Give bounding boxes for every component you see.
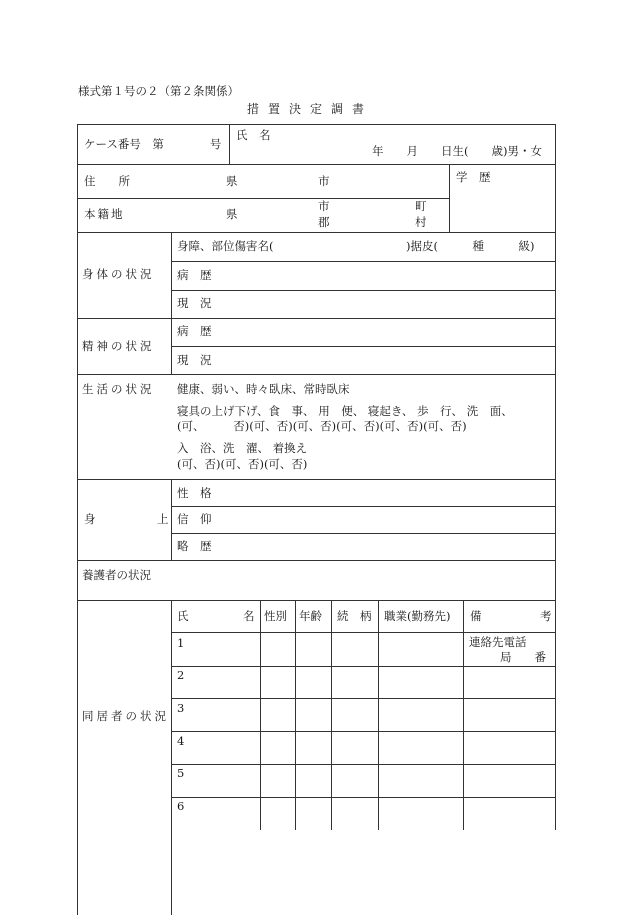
col-header-name-left: 氏 — [177, 609, 189, 623]
domicile-city: 市 — [318, 199, 330, 213]
faith-label: 信 仰 — [177, 512, 212, 526]
living-adl-line: 寝具の上げ下げ、食 事、 用 便、 寝起き、 歩 行、 洗 面、 — [177, 404, 513, 418]
table-row-number: 3 — [177, 701, 185, 715]
contact-phone-label: 連絡先電話 — [469, 635, 527, 649]
residence-prefecture: 県 — [226, 174, 238, 188]
form-number-label: 様式第１号の２（第２条関係） — [78, 84, 239, 98]
col-header-age: 年齢 — [299, 609, 322, 623]
col-header-remarks-right: 考 — [540, 609, 552, 623]
living-bath-line: 入 浴、洗 濯、 着換え — [177, 441, 308, 455]
birth-date-line: 年 月 日生( 歳)男・女 — [372, 144, 542, 158]
disability-line: 身障、部位傷害名( — [177, 239, 274, 253]
col-header-remarks-left: 備 — [470, 609, 482, 623]
education-label: 学 歴 — [456, 170, 491, 184]
mental-current-label: 現 況 — [177, 353, 212, 367]
table-row-number: 2 — [177, 668, 185, 682]
table-row-number: 5 — [177, 766, 185, 780]
living-adl-options: (可、 否)(可、否)(可、否)(可、否)(可、否)(可、否) — [177, 419, 467, 433]
domicile-village: 村 — [415, 215, 427, 229]
living-health-line: 健康、弱い、時々臥床、常時臥床 — [177, 382, 350, 396]
col-header-sex: 性別 — [264, 609, 287, 623]
table-row-number: 6 — [177, 799, 185, 813]
personal-history-label: 略 歴 — [177, 539, 212, 553]
domicile-label: 本籍地 — [84, 207, 125, 221]
physical-condition-label: 身体の状況 — [82, 267, 155, 281]
personality-label: 性 格 — [177, 486, 212, 500]
mental-history-label: 病 歴 — [177, 324, 212, 338]
living-condition-label: 生活の状況 — [82, 382, 155, 396]
residence-label: 住 所 — [84, 174, 130, 188]
col-header-relation: 続 柄 — [337, 609, 372, 623]
table-row-number: 4 — [177, 734, 185, 748]
personal-label-right: 上 — [157, 512, 169, 526]
name-label: 氏 名 — [236, 128, 271, 142]
domicile-town: 町 — [415, 199, 427, 213]
col-header-name-right: 名 — [243, 609, 255, 623]
col-header-occupation: 職業(勤務先) — [384, 609, 451, 623]
physical-history-label: 病 歴 — [177, 268, 212, 282]
personal-label-left: 身 — [84, 512, 96, 526]
residence-city: 市 — [318, 174, 330, 188]
table-row-number: 1 — [177, 636, 185, 650]
document-title: 措置決定調書 — [247, 102, 374, 116]
living-bath-options: (可、否)(可、否)(可、否) — [177, 457, 308, 471]
domicile-gun: 郡 — [318, 215, 330, 229]
domicile-prefecture: 県 — [226, 207, 238, 221]
contact-phone-exchange: 局 番 — [500, 650, 546, 664]
cohabitants-label: 同居者の状況 — [82, 709, 169, 723]
disability-grade-line: )据皮( 種 級) — [406, 239, 535, 253]
physical-current-label: 現 況 — [177, 296, 212, 310]
mental-condition-label: 精神の状況 — [82, 339, 155, 353]
guardian-status-label: 養護者の状況 — [82, 568, 151, 582]
case-number-label: ケース番号 第 号 — [84, 137, 222, 151]
